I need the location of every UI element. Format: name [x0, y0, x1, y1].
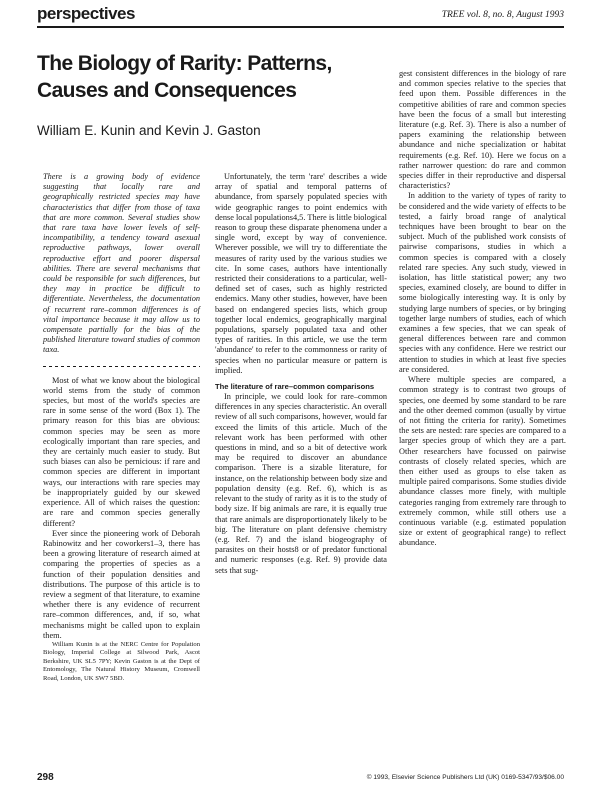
column-3	[399, 69, 566, 549]
abstract-divider	[43, 362, 200, 370]
body-paragraph: In addition to the variety of types of rarity to be considered and the wide variety of effects to be tested, a fairly broad range of analytical techniques have been brought to bear on the subject. Much of the published work consists of pairwise comparisons, studies in which a common species is compared with a closely related rare species. Any such study, viewed in isolation, has little statistical power; any two species, examined closely, are bound to differ in some biologically interesting way. It is only by studying large numbers of species, or by bringing together large numbers of studies, each of which examines a few species, that we can speak of general differences between rare and common species with any confidence. Here we restrict our attention to studies in which at least five species are considered.	[399, 191, 566, 374]
body-paragraph: Ever since the pioneering work of Deborah Rabinowitz and her coworkers1–3, there has been a growing literature of research aimed at comparing the properties of species as a function of their population densities and distributions. The purpose of this article is to review a segment of that literature, to examine whether there is any evidence of recurrent rare–common differences, and, if so, what mechanisms might be called upon to explain them.	[43, 528, 200, 640]
header-rule	[37, 26, 564, 28]
author-affiliation: William Kunin is at the NERC Centre for Population Biology, Imperial College at Silwood Park, Ascot Berkshire, UK SL5 7PY; Kevin Gaston is at the Dept of Entomology, The Natural History Museum, Cromwell Road, London, UK SW7 5BD.	[43, 640, 200, 682]
journal-reference: TREE vol. 8, no. 8, August 1993	[441, 10, 564, 20]
column-1	[43, 172, 200, 683]
section-label: perspectives	[37, 4, 135, 23]
body-paragraph: Most of what we know about the biological world stems from the study of common species, but most of the world's species are rare in some sense of the word (Box 1). The primary reason for this bias are obvious: common species may be seen as more ecologically important than rare species, and they are certainly much easier to study. But such biases can also be pernicious: if rare and common species are different in important ways, our interactions with rare species may be inappropriately guided by our skewed experience. All of which raises the question: are rare and common species generally different?	[43, 375, 200, 528]
abstract	[43, 172, 200, 356]
column-2	[215, 172, 387, 576]
section-heading: The literature of rare–common comparisons	[215, 382, 375, 392]
body-paragraph: Where multiple species are compared, a common strategy is to contrast two groups of species, one deemed by some standard to be rare and the other deemed common (usually by virtue of not fitting the criteria for rarity). Sometimes the sets are nested: rare species are compared to a larger species group of which they are a part. Other researchers have focussed on pairwise contrasts of closely related species, which are then either used as groups to else taken as multiple paired comparisons. Some studies divide abundance classes more finely, with multiple categories ranging from extremely rare through to extremely common, while still others use a continuous variable (e.g. estimated population size or extent of geographical range) to reflect abundance.	[399, 375, 566, 548]
page-number: 298	[37, 772, 54, 783]
body-paragraph: In principle, we could look for rare–common differences in any species characteristic. An overall review of all such comparisons, however, would far exceed the limits of this article. Much of the relevant work has been performed with other questions in mind, and so a bit of detective work may be required to discover an abundance comparison. There is a sizable literature, for instance, on the relationship between body size and population density (e.g. Ref. 6), which is as relevant to the study of rarity as it is to the study of body size. If big animals are rare, it is equally true that rare animals are disproportionately likely to be big. The literature on plant defensive chemistry (e.g. Ref. 7) and the island biogeography of parasites on their hosts8 or of predator functional and numeric responses (e.g. Ref. 9) provide data sets that sug-	[215, 392, 387, 575]
body-paragraph: Unfortunately, the term 'rare' describes a wide array of spatial and temporal patterns of abundance, from sparsely populated species with wide geographic ranges to point endemics with dense local populations4,5. There is little biological reason to group these disparate phenomena under a single word, except by way of convenience. Wherever possible, we will try to differentiate the measures of rarity used by the various studies we cite. In some cases, authors have intentionally restricted their considerations to a particular, well-defined set of cases, such as highly restricted endemics. Many other studies, however, have been based on endangered species lists, which group together local endemics, geographically marginal populations, sparsely populated taxa and other types of rarities. In this article, we use the term 'abundance' to refer to the commonness or rarity of species when no particular measure or pattern is implied.	[215, 172, 387, 375]
article-authors: William E. Kunin and Kevin J. Gaston	[37, 123, 261, 138]
copyright-notice: © 1993, Elsevier Science Publishers Ltd (UK) 0169-5347/93/$06.00	[366, 774, 564, 781]
article-title: The Biology of Rarity: Patterns, Causes and Consequences	[37, 52, 332, 102]
body-paragraph: gest consistent differences in the biology of rare and common species relative to the species that feed upon them. Possible differences in the competitive abilities of rare and common species have been the focus of a small but interesting literature (e.g. Ref. 3). There is also a number of papers examining the relationship between abundance and niche specialization or habitat requirements (e.g. Ref. 10). Here we focus on a rather narrower question: do rare and common species differ in their reproductive and dispersal characteristics?	[399, 69, 566, 191]
abstract-text: There is a growing body of evidence suggesting that locally rare and geographically restricted species may have characteristics that differ from those of taxa that are more common. Several studies show that rare taxa have lower levels of self-incompatibility, a tendency toward asexual reproductive pathways, lower overall reproductive effort and poorer dispersal abilities. There are several mechanisms that could be responsible for such differences, but they may in practice be difficult to differentiate. Nevertheless, the documentation of recurrent rare–common differences is of vital importance because it may allow us to compensate partially for the bias of the published literature toward studies of common taxa.	[43, 172, 200, 355]
